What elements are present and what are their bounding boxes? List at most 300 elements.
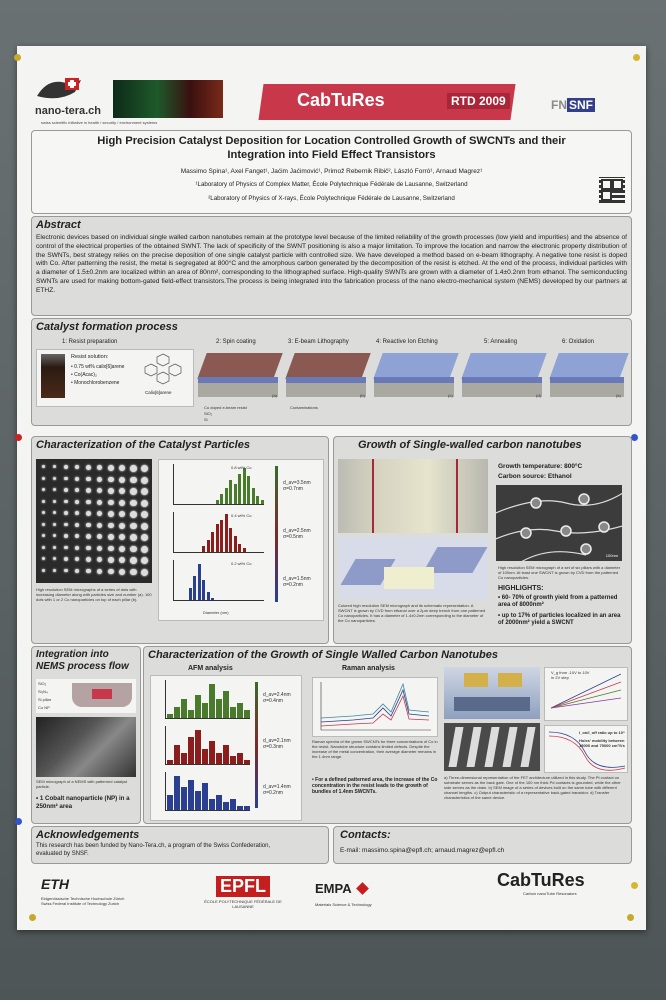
histogram-bar	[167, 714, 173, 718]
vg-label: V_g from -10V to 10V in 2V step	[551, 670, 590, 680]
histogram-bar	[247, 476, 250, 504]
step-2-panel	[198, 349, 282, 403]
fet-3d-image	[444, 667, 540, 719]
pin	[15, 434, 22, 441]
hist-label-2: 0.4 wt% Co	[231, 513, 252, 518]
sem-dot	[64, 511, 68, 515]
pin	[29, 914, 36, 921]
epfl-subtitle: ÉCOLE POLYTECHNIQUE FÉDÉRALE DE LAUSANNE	[204, 899, 282, 909]
pin	[633, 54, 640, 61]
sem-dot	[97, 546, 102, 551]
step-label-1: 1: Resist preparation	[62, 339, 118, 345]
histogram-bar	[202, 783, 208, 810]
sem-dot	[53, 534, 56, 537]
afm-hist-3	[165, 772, 250, 811]
histogram-bar	[174, 745, 180, 764]
sem-dot	[119, 500, 125, 506]
growth-caption-left: Colored high resolution SEM micrograph and its schematic representation. A SWCNT is grown by CVD from ethanol over a 2µm deep trench from one patterned Co nanoparticles. It has a diameter of 1.4±0.2nm corresponding to the diameter of the Co nanoparticles.	[338, 603, 486, 623]
fns-logo	[551, 96, 621, 112]
sem-dot	[141, 534, 148, 541]
histogram-bar	[181, 753, 187, 764]
ack-text: This research has been funded by Nano-Tera.ch, a program of the Swiss Confederation, evaluated by SNSF.	[36, 843, 271, 857]
sem-dot	[42, 488, 45, 491]
afm-label: AFM analysis	[188, 665, 233, 672]
hist-label-1: 0.8 wt% Co	[231, 465, 252, 470]
histogram-bar	[234, 484, 237, 504]
step-3-panel	[286, 349, 370, 403]
sem-dot	[86, 569, 91, 574]
sem-dot	[64, 523, 68, 527]
pin	[627, 914, 634, 921]
sem-dot	[53, 523, 56, 526]
hist-1	[173, 464, 264, 505]
histogram-bar	[209, 684, 215, 718]
histogram-bar	[216, 524, 219, 552]
raman-label: Raman analysis	[342, 665, 395, 672]
sem-dot	[53, 477, 56, 480]
sem-dot	[97, 534, 102, 539]
sem-dot	[97, 523, 102, 528]
calixarene-label: Calix[6]arene	[145, 390, 172, 395]
sem-dot	[141, 546, 148, 553]
sem-dot	[130, 523, 137, 530]
sem-dot	[53, 511, 56, 514]
raman-plot	[312, 677, 438, 737]
sem-dot	[86, 523, 91, 528]
sem-dot	[64, 534, 68, 538]
histogram-bar	[216, 795, 222, 810]
sem-dot	[64, 477, 68, 481]
resist-item-1: • 0.75 wt% calix[6]arene	[71, 364, 125, 370]
cabtures-logo	[497, 870, 627, 916]
sem-dot	[42, 557, 45, 560]
sem-dot	[130, 465, 137, 472]
sem-dot	[119, 523, 125, 529]
fet-caption: a) Three-dimensional representation of the FET architecture utilized in this study. The Pt contact on substrate serves as the back gate. One of the 100 nm thick Pd contacts is grounded, while the other side serves as the drain. b) SEM image of a series of devices built on the same tube with different channel lengths. c) Output characteristic of a representative back-gated transistor. d) Transfer characteristics of the same device.	[444, 775, 621, 800]
highlight-2: • up to 17% of particles localized in an area of 2000nm² yield a SWCNT	[498, 613, 621, 626]
particles-heading: Characterization of the Catalyst Particles	[36, 439, 250, 451]
step-4-panel	[374, 349, 458, 403]
nems-heading: Integration into NEMS process flow	[36, 649, 129, 672]
title-box	[31, 130, 632, 214]
sem-dot	[108, 569, 114, 575]
histogram-bar	[209, 799, 215, 810]
scale-bar-label: 100nm	[605, 553, 618, 558]
contacts-heading: Contacts:	[340, 829, 391, 841]
fns-text: FN	[551, 98, 567, 112]
histogram-bar	[167, 760, 173, 764]
histogram-bar	[188, 710, 194, 718]
histogram-bar	[211, 598, 214, 600]
snf-text: SNF	[569, 98, 593, 112]
sem-dot	[64, 465, 68, 469]
sem-dot	[97, 569, 102, 574]
sem-dot	[141, 511, 148, 518]
histogram-bar	[181, 787, 187, 810]
sem-dot	[86, 546, 91, 551]
sem-dot	[75, 465, 79, 469]
sem-dot	[119, 546, 125, 552]
highlight-1: • 60- 70% of growth yield from a patterned area of 8000nm²	[498, 595, 618, 608]
step-label-3: 3: E-beam Lithography	[288, 339, 349, 345]
catalyst-box	[31, 318, 632, 426]
pin	[631, 882, 638, 889]
abstract-text: Electronic devices based on individual single walled carbon nanotubes remain at the prototype level because of the limited reliability of the growth processes (low yield and impurities) and the absence of control of the electrical properties of the obtained SWNT. The lack of specificity of the SWNT positioning is also a major limitation. To improve the location and narrow the electronic property distribution of the SWNTs, best strategy relies on the precise deposition of one single catalyst particle with controlled size. We have developed a method based on e-beam lithography. A negative tone resist is doped with Co. After patterning the resist, the metal is segregated at 800°C and the amorphous carbon generated by the decomposition of the resist is etched. At the end of the process, individual particles with a diameter of 1.5±0.2nm are localized within an area of 80nm², corresponding to the lithographed surface. High-quality SWNTs are grown with a diameter of 1.4±0.2nm from ethanol. The semiconducting SWNTs are used for making bottom-gated field-effect transistors.The process is being integrated into the fabrication process of the nano electro-mechanical system (NEMS) developed by our partners at ETHZ.	[36, 234, 627, 294]
histogram-bar	[193, 576, 196, 600]
afm-arrow	[255, 682, 258, 808]
empa-diamond-icon	[356, 882, 369, 895]
sem-dot	[42, 534, 45, 537]
sem-dots-image	[36, 459, 152, 583]
sem-dot	[86, 500, 91, 505]
empa-logo-text: EMPA	[315, 881, 352, 896]
eth-logo-text: ETH	[41, 876, 69, 892]
histogram-bar	[195, 695, 201, 718]
stat-1: d_av=3.5nm σ=0.7nm	[283, 480, 311, 492]
sem-dot	[64, 500, 68, 504]
trench-schematic	[338, 537, 488, 599]
histogram-bar	[209, 741, 215, 764]
nems-label-1: SiO₂	[38, 681, 47, 686]
step-6-panel	[550, 349, 628, 403]
sem-dot	[75, 523, 79, 527]
sem-dot	[119, 569, 125, 575]
panel-letter-d: (d)	[536, 393, 541, 398]
histogram-bar	[252, 488, 255, 504]
nems-bullet: • 1 Cobalt nanoparticle (NP) in a 250nm² area	[36, 795, 130, 810]
panel-letter-b: (b)	[360, 393, 365, 398]
fet-sem-image	[444, 723, 540, 771]
legend-item-2: SiO₂	[204, 411, 213, 416]
histogram-bar	[244, 806, 250, 810]
growth-bullet-1: Growth temperature: 800°C	[498, 463, 583, 470]
sem-dot	[108, 523, 114, 529]
sem-dot	[141, 488, 148, 495]
title-line-2: Integration into Field Effect Transistors	[227, 149, 436, 161]
histogram-bar	[220, 494, 223, 504]
histogram-bar	[237, 806, 243, 810]
sem-dot	[130, 500, 137, 507]
vial-photo	[41, 354, 65, 398]
pillars-sem-image	[496, 485, 622, 561]
histogram-bar	[181, 699, 187, 718]
epfl-logo	[203, 876, 283, 916]
sem-dot	[86, 477, 91, 482]
sem-dot	[42, 523, 45, 526]
cabtures-logo-text: CabTuRes	[497, 870, 585, 890]
sem-dot	[97, 477, 102, 482]
sem-dot	[75, 511, 79, 515]
histogram-bar	[216, 500, 219, 504]
sem-dot	[130, 488, 137, 495]
histogram-bar	[216, 753, 222, 764]
histogram-bar	[230, 799, 236, 810]
legend-item-4: Contaminations	[290, 405, 318, 410]
panel-letter-e: (e)	[616, 393, 621, 398]
sem-dot	[64, 557, 68, 561]
sem-dot	[119, 534, 125, 540]
trench-sem-image	[338, 459, 488, 533]
sem-dot	[108, 557, 114, 563]
nems-caption: SEM micrograph of a NEMS with patterned catalyst particle.	[36, 779, 128, 789]
fet-note-2: Holes' mobility between 15000 and 75000 cm²/Vs	[579, 738, 625, 748]
sem-dot	[130, 569, 137, 576]
ack-heading: Acknowledgements	[36, 829, 140, 841]
nems-label-2: Si₃N₄	[38, 689, 48, 694]
pin	[15, 818, 22, 825]
histogram-bar	[225, 488, 228, 504]
ack-box	[31, 826, 329, 864]
empa-subtitle: Materials Science & Technology	[315, 902, 372, 907]
sem-dot	[53, 557, 56, 560]
afm-hist-1	[165, 680, 250, 719]
sem-dot	[97, 500, 102, 505]
sem-dot	[141, 523, 148, 530]
sem-dot	[108, 500, 114, 506]
nems-label-4: Co NP	[38, 705, 50, 710]
legend-item-3: Si	[204, 417, 208, 422]
sem-dot	[75, 546, 79, 550]
histogram-bar	[188, 780, 194, 810]
histogram-bar	[234, 536, 237, 552]
growth-bullet-2: Carbon source: Ethanol	[498, 473, 572, 480]
sem-dot	[64, 546, 68, 550]
histogram-bar	[223, 802, 229, 810]
resist-item-3: • Monochlorobenzene	[71, 380, 120, 386]
nanotera-icon	[35, 76, 85, 102]
stat-2: d_av=2.5nm σ=0.5nm	[283, 528, 311, 540]
eth-subtitle-2: Swiss Federal Institute of Technology Zurich	[41, 901, 120, 906]
histogram-bar	[202, 703, 208, 718]
sem-dot	[86, 465, 91, 470]
stat-3: d_av=1.5nm σ=0.2nm	[283, 576, 311, 588]
sem-dot	[42, 546, 45, 549]
sem-dot	[42, 511, 45, 514]
sem-dot	[108, 477, 114, 483]
sem-dot	[86, 511, 91, 516]
nems-label-3: Si pillar	[38, 697, 52, 702]
sem-dot	[108, 546, 114, 552]
rtd-label: RTD 2009	[447, 93, 510, 109]
sem-dot	[119, 511, 125, 517]
histogram-bar	[216, 699, 222, 718]
sem-dot	[42, 500, 45, 503]
panel-letter-a: (a)	[272, 393, 277, 398]
nanotera-name: nano-tera.ch	[35, 105, 102, 117]
hist-2	[173, 512, 264, 553]
histogram-bar	[207, 592, 210, 600]
sem-dot	[108, 488, 114, 494]
growth-caption-right: High resolution SEM micrograph of a set of six pillars with a diameter of 100nm. At least one SWCNT is grown by CVD from the patterned Co nanoparticles.	[498, 565, 621, 580]
sem-dot	[64, 569, 68, 573]
sem-dot	[108, 465, 114, 471]
hist-3	[173, 560, 264, 601]
size-arrow	[275, 466, 278, 602]
sem-dot	[119, 557, 125, 563]
step-label-6: 6: Oxidation	[562, 339, 595, 345]
sem-dot	[141, 557, 148, 564]
histogram-panel	[158, 459, 324, 621]
histogram-bar	[202, 546, 205, 552]
sem-dot	[86, 557, 91, 562]
cabtures-subtitle: Carbon nanoTube Resonators	[523, 891, 577, 896]
growth-box	[333, 436, 632, 644]
eth-logo	[41, 876, 171, 916]
histogram-bar	[223, 691, 229, 718]
histogram-bar	[207, 540, 210, 552]
histogram-bar	[256, 496, 259, 504]
sem-dot	[86, 488, 91, 493]
eth-subtitle-1: Eidgenössische Technische Hochschule Zürich	[41, 896, 125, 901]
histogram-bar	[238, 474, 241, 504]
sem-dot	[75, 557, 79, 561]
title-line-1: High Precision Catalyst Deposition for Location Controlled Growth of SWCNTs and their	[97, 135, 566, 147]
epfl-logo-text: EPFL	[216, 876, 270, 897]
histogram-bar	[244, 760, 250, 764]
nems-box	[31, 646, 141, 824]
contacts-text: E-mail: massimo.spina@epfl.ch; arnaud.magrez@epfl.ch	[340, 847, 505, 854]
cabtures-banner-title: CabTuRes	[297, 90, 385, 110]
nanotera-subtitle: swiss scientific initiative in health / security / environment systems	[41, 120, 158, 125]
sem-dot	[119, 477, 125, 483]
sem-dot	[42, 477, 45, 480]
sem-dot	[53, 500, 56, 503]
histogram-bar	[237, 753, 243, 764]
histogram-bar	[198, 564, 201, 600]
histogram-bar	[223, 745, 229, 764]
hist-label-3: 0.2 wt% Co	[231, 561, 252, 566]
histogram-bar	[189, 588, 192, 600]
step-label-4: 4: Reactive Ion Etching	[376, 339, 438, 345]
sem-dot	[108, 534, 114, 540]
sem-dot	[53, 569, 56, 572]
afm-stat-2: d_av=2.1nm σ=0.3nm	[263, 738, 291, 750]
sem-dot	[130, 557, 137, 564]
histogram-bar	[195, 791, 201, 810]
contacts-box	[333, 826, 632, 864]
sem-dot	[64, 488, 68, 492]
sem-dot	[141, 477, 148, 484]
resist-title: Resist solution:	[71, 354, 109, 360]
highlights-title: HIGHLIGHTS:	[498, 585, 544, 592]
histogram-bar	[174, 707, 180, 718]
histogram-bar	[230, 756, 236, 764]
histogram-bar	[225, 514, 228, 552]
qr-code	[599, 177, 625, 203]
swcnt-heading: Characterization of the Growth of Single Walled Carbon Nanotubes	[148, 649, 498, 661]
histogram-bar	[202, 580, 205, 600]
histogram-bar	[261, 500, 264, 504]
sem-dot	[53, 488, 56, 491]
pin	[14, 54, 21, 61]
sem-dot	[97, 488, 102, 493]
resist-panel	[36, 349, 194, 407]
histogram-bar	[230, 707, 236, 718]
sem-dot	[119, 488, 125, 494]
authors: Massimo Spina¹, Axel Fanget¹, Jaćim Jaćimović¹, Primož Rebernik Ribič², László Forró¹, Arnaud Magrez¹	[180, 168, 483, 175]
catalyst-heading: Catalyst formation process	[36, 321, 178, 333]
sem-dot	[141, 569, 148, 576]
sem-dot	[75, 500, 79, 504]
histogram-bar	[220, 520, 223, 552]
resist-item-2: • Co(Acac)₂	[71, 372, 97, 378]
growth-heading: Growth of Single-walled carbon nanotubes	[358, 439, 582, 451]
afm-stat-3: d_av=1.4nm σ=0.2nm	[263, 784, 291, 796]
output-plot	[544, 667, 628, 721]
histogram-bar	[195, 730, 201, 764]
abstract-box	[31, 216, 632, 316]
nanotera-logo	[35, 76, 115, 120]
sem-dot	[119, 465, 125, 471]
sem-dot	[53, 465, 56, 468]
sem-dot	[130, 511, 137, 518]
legend-item-1: Co doped e-beam resist	[204, 405, 247, 410]
sem-dot	[97, 511, 102, 516]
histogram-bar	[174, 776, 180, 810]
histogram-bar	[202, 749, 208, 764]
sem-dot	[75, 534, 79, 538]
affiliation-2: ²Laboratory of Physics of X-rays, École Polytechnique Fédérale de Lausanne, Switzerland	[208, 195, 455, 202]
sem-dot	[42, 465, 45, 468]
sem-dot	[97, 465, 102, 470]
histogram-bar	[237, 703, 243, 718]
sem-dot	[75, 477, 79, 481]
histogram-bar	[243, 468, 246, 504]
afm-panel	[150, 675, 302, 821]
empa-logo	[315, 880, 405, 916]
sem-dot	[108, 511, 114, 517]
step-label-2: 2: Spin coating	[216, 339, 256, 345]
raman-bullet: • For a defined patterned area, the increase of the Co concentration in the resist leads to the growth of bundles of 1.4nm SWCNTs.	[312, 777, 438, 795]
sem-dot	[53, 546, 56, 549]
poster	[17, 46, 646, 930]
histogram-bar	[238, 544, 241, 552]
step-5-panel	[462, 349, 546, 403]
histogram-bar	[243, 548, 246, 552]
step-label-5: 5: Annealing	[484, 339, 518, 345]
histogram-bar	[229, 480, 232, 504]
abstract-heading: Abstract	[36, 219, 81, 231]
raman-caption: Raman spectra of the grown SWCNTs for three concentrations of Co in the resist. Nanotube structure contains limited defects. Despite the increase of the metal concentration, their average diameter remains in the 1.4nm range.	[312, 739, 438, 759]
panel-letter-c: (c)	[448, 393, 453, 398]
transfer-plot	[544, 725, 628, 773]
sem-dot	[141, 500, 148, 507]
histogram-bar	[211, 532, 214, 552]
nems-sem-image	[36, 717, 136, 777]
sem-dot	[130, 546, 137, 553]
histogram-bar	[188, 737, 194, 764]
histogram-bar	[167, 795, 173, 810]
sem-dot	[97, 557, 102, 562]
afm-stat-1: d_av=2.4nm σ=0.4nm	[263, 692, 291, 704]
sem-dot	[141, 465, 148, 472]
sem-dot	[130, 534, 137, 541]
pin	[631, 434, 638, 441]
sem-dot	[130, 477, 137, 484]
histogram-bar	[244, 710, 250, 718]
sem-dot	[86, 534, 91, 539]
particles-box	[31, 436, 329, 644]
afm-hist-2	[165, 726, 250, 765]
calixarene-structure-icon	[143, 352, 183, 386]
swcnt-box	[143, 646, 632, 824]
sem-dot	[42, 569, 45, 572]
fet-note-1: I_on/I_off ratio up to 10⁵	[579, 730, 625, 735]
affiliation-1: ¹Laboratory of Physics of Complex Matter, École Polytechnique Fédérale de Lausanne, Switzerland	[195, 181, 468, 188]
hist-xlabel: Diameter (nm)	[203, 610, 229, 615]
histogram-bar	[229, 528, 232, 552]
sem-dot	[75, 569, 79, 573]
